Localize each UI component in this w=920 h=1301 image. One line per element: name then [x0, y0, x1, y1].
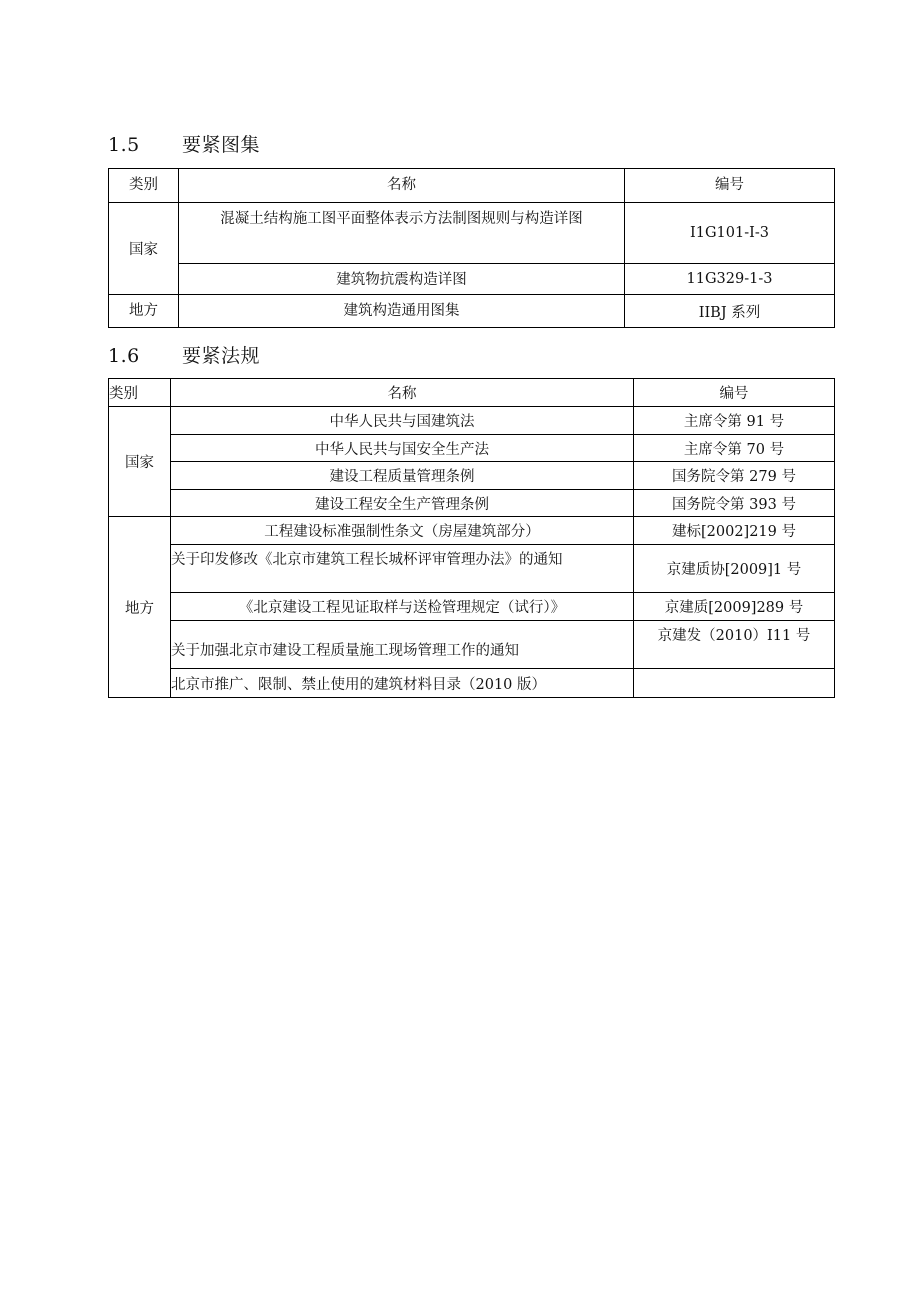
category-cell: 国家 — [109, 203, 179, 295]
category-cell: 地方 — [109, 517, 171, 698]
header-code: 编号 — [634, 379, 835, 407]
name-cell: 工程建设标准强制性条文（房屋建筑部分） — [171, 517, 634, 545]
table-row — [109, 407, 835, 435]
code-cell — [634, 669, 835, 698]
category-cell: 地方 — [109, 295, 179, 328]
table-header-row — [109, 379, 835, 407]
section-title: 要紧法规 — [182, 345, 261, 367]
table-row — [109, 517, 835, 545]
code-cell: 京建发（2010）I11 号 — [634, 621, 835, 669]
category-cell: 国家 — [109, 407, 171, 517]
code-cell: 主席令第 91 号 — [634, 407, 835, 435]
table-header-row — [109, 169, 835, 203]
code-cell: 建标[2002]219 号 — [634, 517, 835, 545]
code-cell: IIBJ 系列 — [625, 295, 835, 328]
table-row — [109, 203, 835, 264]
name-cell: 北京市推广、限制、禁止使用的建筑材料目录（2010 版） — [171, 669, 634, 698]
section-number: 1.6 — [108, 345, 140, 367]
table-row — [109, 669, 835, 698]
table-row — [109, 490, 835, 517]
section-heading-laws — [108, 341, 260, 368]
header-category: 类别 — [109, 379, 171, 407]
name-cell: 建设工程质量管理条例 — [171, 462, 634, 490]
code-cell: 国务院令第 393 号 — [634, 490, 835, 517]
table-row — [109, 545, 835, 593]
code-cell: 主席令第 70 号 — [634, 435, 835, 462]
name-cell: 建筑构造通用图集 — [179, 295, 625, 328]
section-title: 要紧图集 — [182, 134, 261, 156]
table-row — [109, 295, 835, 328]
section-number: 1.5 — [108, 134, 140, 156]
header-name: 名称 — [179, 169, 625, 203]
laws-table — [108, 378, 835, 698]
code-cell: 国务院令第 279 号 — [634, 462, 835, 490]
table-row — [109, 621, 835, 669]
code-cell: 京建质协[2009]1 号 — [634, 545, 835, 593]
header-code: 编号 — [625, 169, 835, 203]
name-cell: 关于印发修改《北京市建筑工程长城杯评审管理办法》的通知 — [171, 545, 634, 593]
atlas-table — [108, 168, 835, 328]
table-row — [109, 435, 835, 462]
table-row — [109, 593, 835, 621]
code-cell: 11G329-1-3 — [625, 264, 835, 295]
table-row — [109, 462, 835, 490]
code-cell: 京建质[2009]289 号 — [634, 593, 835, 621]
name-cell: 混凝土结构施工图平面整体表示方法制图规则与构造详图 — [179, 203, 625, 264]
table-row — [109, 264, 835, 295]
header-category: 类别 — [109, 169, 179, 203]
name-cell: 中华人民共与国建筑法 — [171, 407, 634, 435]
name-cell: 建设工程安全生产管理条例 — [171, 490, 634, 517]
name-cell: 建筑物抗震构造详图 — [179, 264, 625, 295]
name-cell: 《北京建设工程见证取样与送检管理规定（试行）》 — [171, 593, 634, 621]
name-cell: 中华人民共与国安全生产法 — [171, 435, 634, 462]
code-cell: I1G101-I-3 — [625, 203, 835, 264]
section-heading-atlas — [108, 130, 260, 157]
name-cell: 关于加强北京市建设工程质量施工现场管理工作的通知 — [171, 621, 634, 669]
header-name: 名称 — [171, 379, 634, 407]
